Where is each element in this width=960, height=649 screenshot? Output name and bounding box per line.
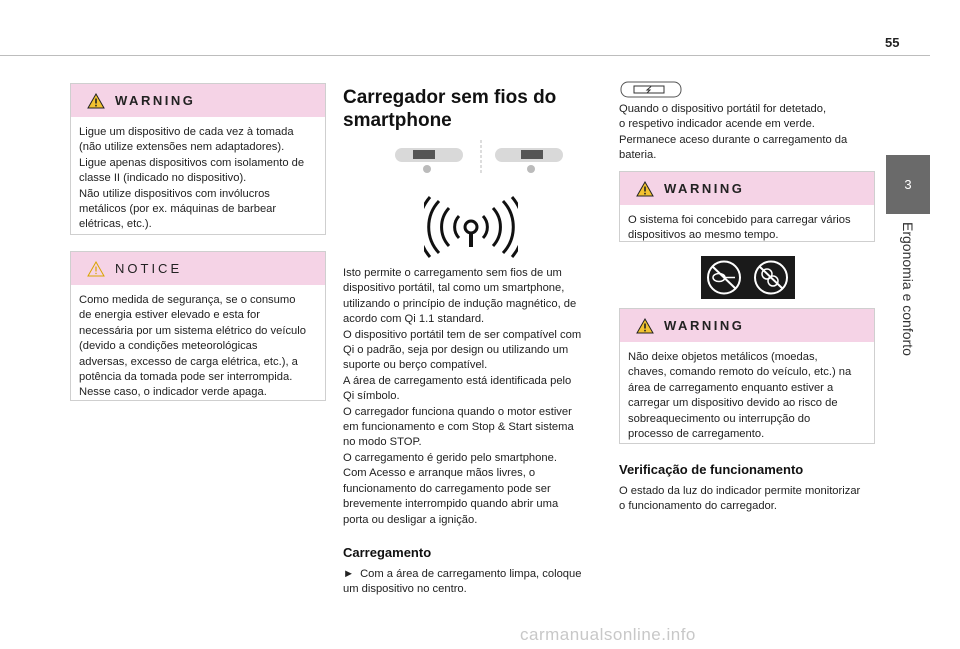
section-title-carregamento: Carregamento — [343, 545, 432, 560]
warning-text: O sistema foi concebido para carregar vários dispositivos ao mesmo tempo. — [628, 214, 851, 242]
page-number: 55 — [885, 35, 900, 50]
notice-triangle-icon — [87, 261, 105, 277]
header-rule — [0, 55, 930, 56]
warning-triangle-icon — [636, 318, 654, 334]
dashboard-location-illustration — [393, 138, 567, 178]
warning-text: Ligue um dispositivo de cada vez à tomada (não utilize extensões nem adaptadores). Ligue apenas dispositivos com isolamento de classe II (indicado no dispositivo). Não utilize dispositivos com invólucros metálicos (por ex. máquinas de barbear elétricas, etc.). — [79, 126, 305, 231]
warning-box-multiple-devices — [619, 171, 875, 242]
chapter-title: Ergonomia e conforto — [900, 222, 916, 356]
intro-paragraph: Isto permite o carregamento sem fios de um dispositivo portátil, tal como um smartphone, utilizando o princípio de indução magnético, de acordo com Qi 1.1 standard. O dispositivo portátil tem de ser compatível com Qi o padrão, seja por design ou utilizando um suporte ou berço compatível. A área de carregamento está identificada pelo Qi símbolo. O carregador funciona quando o motor estiver em funcionamento e com Stop & Start sistema no modo STOP. O carregamento é gerido pelo smartphone. Com Acesso e arranque mãos livres, o funcionamento do carregamento pode ser brevemente interrompido quando abrir uma porta ou desligar a ignição. — [343, 267, 582, 526]
notice-box — [70, 251, 326, 401]
notice-label: NOTICE — [115, 261, 183, 276]
no-metal-objects-pictogram — [701, 256, 795, 299]
warning-triangle-icon — [87, 93, 105, 109]
detection-paragraph: Quando o dispositivo portátil for detetado, o respetivo indicador acende em verde. Permanece aceso durante o carregamento da bateria. — [619, 103, 848, 162]
bullet-item — [343, 567, 608, 598]
bullet-arrow-icon: ► — [343, 568, 355, 580]
warning-box-metal-objects — [619, 308, 875, 444]
warning-box — [70, 83, 326, 235]
section-title-verificacao: Verificação de funcionamento — [619, 462, 804, 477]
bullet-text: Com a área de carregamento limpa, coloque um dispositivo no centro. — [343, 568, 582, 596]
verification-paragraph: O estado da luz do indicador permite monitorizar o funcionamento do carregador. — [619, 485, 861, 513]
warning-label: WARNING — [664, 318, 745, 333]
warning-label: WARNING — [664, 181, 745, 196]
warning-triangle-icon — [636, 181, 654, 197]
qi-wireless-symbol-icon — [424, 196, 518, 258]
notice-text: Como medida de segurança, se o consumo de energia estiver elevado e esta for necessária por um sistema elétrico do veículo (devido a condições meteorológicas adversas, excesso de carga elétrica, etc.), a potência da tomada pode ser interrompida. Nesse caso, o indicador verde apaga. — [79, 294, 306, 399]
warning-text: Não deixe objetos metálicos (moedas, chaves, comando remoto do veículo, etc.) na área de carregamento enquanto estiver a carregar um dispositivo devido ao risco de sobreaquecimento ou interrupção do processo de carregamento. — [628, 351, 852, 441]
chapter-tab[interactable]: 3 — [886, 155, 930, 214]
page-title: Carregador sem fios do smartphone — [343, 87, 557, 131]
charging-indicator-icon — [620, 81, 682, 98]
warning-label: WARNING — [115, 93, 196, 108]
watermark: carmanualsonline.info — [520, 625, 696, 644]
